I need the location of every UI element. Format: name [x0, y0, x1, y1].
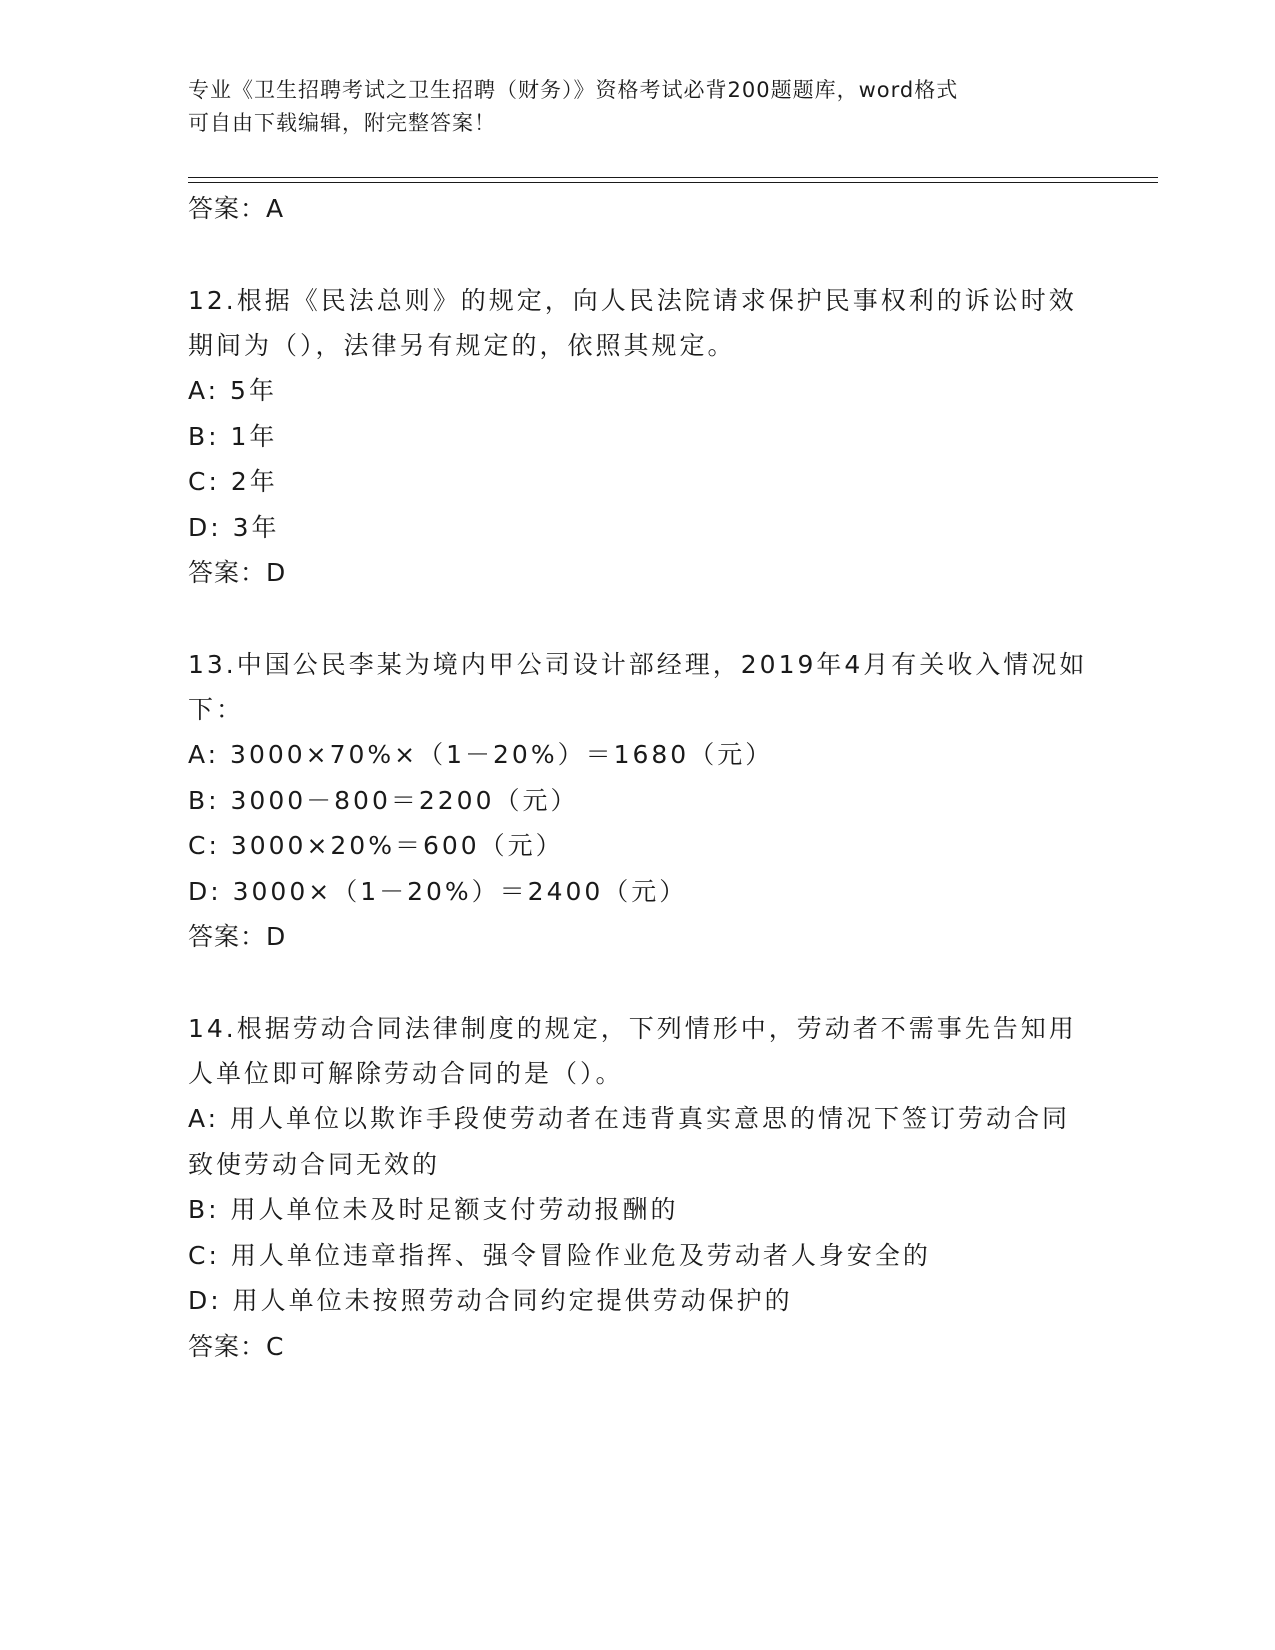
header-rule-bottom [188, 182, 1158, 183]
option-b: B: 1年 [188, 421, 278, 451]
spacer [188, 596, 1088, 642]
question-text: 13.中国公民李某为境内甲公司设计部经理，2019年4月有关收入情况如下： [188, 650, 1088, 724]
option-d: D: 3000×（1－20%）＝2400（元） [188, 876, 688, 906]
option-c: C: 3000×20%＝600（元） [188, 831, 564, 860]
question-13 [188, 642, 1088, 960]
option-a: A: 用人单位以欺诈手段使劳动者在违背真实意思的情况下签订劳动合同致使劳动合同无效的 [188, 1104, 1071, 1179]
answer-line: 答案：D [188, 558, 287, 587]
option-c: C: 用人单位违章指挥、强令冒险作业危及劳动者人身安全的 [188, 1240, 931, 1270]
question-text: 12.根据《民法总则》的规定，向人民法院请求保护民事权利的诉讼时效期间为（），法律另有规定的，依照其规定。 [188, 286, 1077, 360]
answer-line: 答案：A [188, 194, 285, 223]
spacer [188, 232, 1088, 278]
question-14 [188, 1006, 1088, 1370]
document-header [188, 74, 1068, 140]
header-line-1: 专业《卫生招聘考试之卫生招聘（财务）》资格考试必背200题题库，word格式 [188, 78, 959, 102]
question-12 [188, 278, 1088, 596]
answer-line: 答案：D [188, 922, 287, 951]
answer-line: 答案：C [188, 1331, 285, 1361]
option-d: D: 用人单位未按照劳动合同约定提供劳动保护的 [188, 1286, 793, 1315]
option-c: C: 2年 [188, 467, 278, 496]
spacer [188, 960, 1088, 1006]
option-a: A: 3000×70%×（1－20%）＝1680（元） [188, 740, 774, 769]
option-b: B: 用人单位未及时足额支付劳动报酬的 [188, 1195, 679, 1224]
option-b: B: 3000－800＝2200（元） [188, 785, 579, 815]
option-a: A: 5年 [188, 376, 277, 405]
option-d: D: 3年 [188, 512, 280, 542]
header-line-2: 可自由下载编辑，附完整答案！ [188, 111, 496, 135]
question-text: 14.根据劳动合同法律制度的规定，下列情形中，劳动者不需事先告知用人单位即可解除劳动合同的是（）。 [188, 1014, 1077, 1088]
document-body [188, 186, 1088, 1370]
header-rule-top [188, 177, 1158, 178]
